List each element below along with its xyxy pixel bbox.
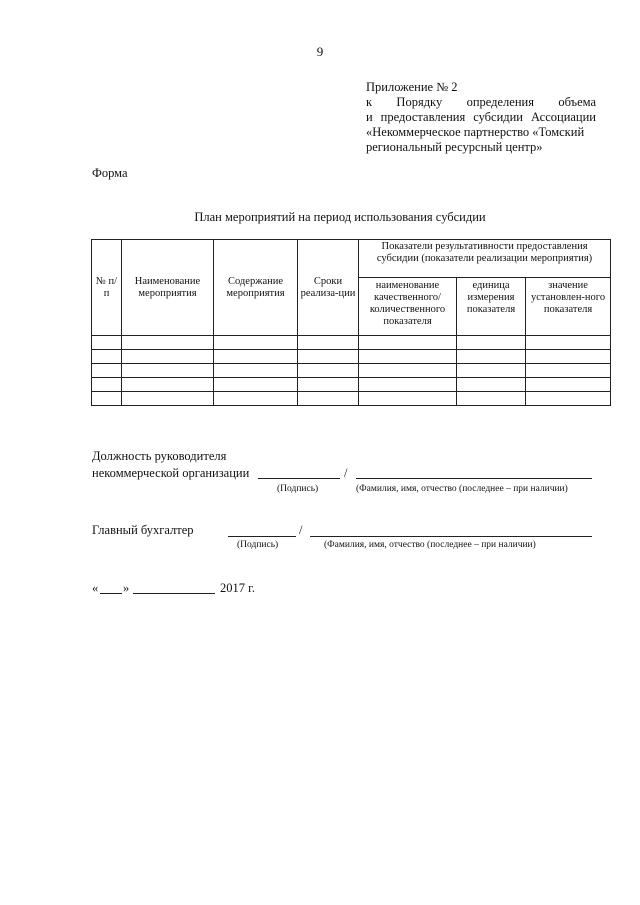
appendix-word: субсидии <box>473 110 523 124</box>
table-row <box>92 378 611 392</box>
appendix-word: и <box>366 110 373 124</box>
appendix-word: Ассоциации <box>530 110 596 124</box>
table-cell[interactable] <box>359 350 457 364</box>
header-indicator-value: значение установлен-ного показателя <box>526 278 611 336</box>
table-cell[interactable] <box>92 336 122 350</box>
accountant-signature-field[interactable] <box>228 525 296 537</box>
header-number: № п/п <box>92 240 122 336</box>
appendix-line-2 <box>366 95 596 110</box>
appendix-word: предоставления <box>380 110 466 124</box>
date-close-quote: » <box>123 581 130 595</box>
table-cell[interactable] <box>359 378 457 392</box>
appendix-word: к <box>366 95 373 109</box>
accountant-caption-name: (Фамилия, имя, отчество (последнее – при наличии) <box>324 540 536 550</box>
table-cell[interactable] <box>457 378 526 392</box>
table-cell[interactable] <box>526 364 611 378</box>
table-cell[interactable] <box>92 350 122 364</box>
date-open-quote: « <box>92 581 99 595</box>
header-indicator-unit: единица измерения показателя <box>457 278 526 336</box>
table-row <box>92 392 611 406</box>
date-day-field[interactable] <box>100 582 122 594</box>
appendix-line-3 <box>366 110 596 125</box>
header-indicators-group: Показатели результативности предоставления субсидии (показатели реализации мероприятия) <box>359 240 611 278</box>
table-cell[interactable] <box>359 336 457 350</box>
head-name-field[interactable] <box>356 467 592 479</box>
accountant-title: Главный бухгалтер <box>92 523 194 537</box>
table-cell[interactable] <box>214 336 298 350</box>
table-cell[interactable] <box>526 336 611 350</box>
accountant-name-field[interactable] <box>310 525 592 537</box>
table-cell[interactable] <box>122 378 214 392</box>
table-cell[interactable] <box>92 392 122 406</box>
table-cell[interactable] <box>92 364 122 378</box>
header-event-content: Содержание мероприятия <box>214 240 298 336</box>
appendix-line-4: «Некоммерческое партнерство «Томский <box>366 125 585 139</box>
table-cell[interactable] <box>457 336 526 350</box>
table-cell[interactable] <box>298 364 359 378</box>
appendix-reference <box>366 80 596 155</box>
appendix-word: Порядку <box>396 95 443 109</box>
table-cell[interactable] <box>457 350 526 364</box>
accountant-caption-sign: (Подпись) <box>237 540 279 550</box>
page-number: 9 <box>316 44 324 59</box>
header-indicator-name: наименование качественного/ количественного показателя <box>359 278 457 336</box>
table-cell[interactable] <box>92 378 122 392</box>
head-caption-name: (Фамилия, имя, отчество (последнее – при наличии) <box>356 484 568 494</box>
appendix-line-1: Приложение № 2 <box>366 80 458 94</box>
table-cell[interactable] <box>526 392 611 406</box>
table-cell[interactable] <box>359 392 457 406</box>
head-slash: / <box>344 466 348 480</box>
table-cell[interactable] <box>298 350 359 364</box>
header-event-name: Наименование мероприятия <box>122 240 214 336</box>
appendix-line-5: региональный ресурсный центр» <box>366 140 543 154</box>
table-cell[interactable] <box>122 350 214 364</box>
table-cell[interactable] <box>457 364 526 378</box>
table-row <box>92 364 611 378</box>
appendix-word: определения <box>466 95 534 109</box>
table-cell[interactable] <box>122 364 214 378</box>
appendix-word: объема <box>558 95 596 109</box>
table-cell[interactable] <box>214 350 298 364</box>
date-month-field[interactable] <box>133 582 215 594</box>
table-cell[interactable] <box>298 378 359 392</box>
table-cell[interactable] <box>214 364 298 378</box>
table-row <box>92 336 611 350</box>
date-year: 2017 г. <box>220 581 255 595</box>
table-cell[interactable] <box>526 350 611 364</box>
table-cell[interactable] <box>298 392 359 406</box>
table-row <box>92 350 611 364</box>
plan-title: План мероприятий на период использования субсидии <box>194 210 486 224</box>
table-cell[interactable] <box>526 378 611 392</box>
head-signature-field[interactable] <box>258 467 340 479</box>
table-cell[interactable] <box>214 392 298 406</box>
accountant-slash: / <box>299 523 303 537</box>
table-cell[interactable] <box>457 392 526 406</box>
head-caption-sign: (Подпись) <box>277 484 319 494</box>
plan-table <box>91 239 611 406</box>
form-label: Форма <box>92 166 128 180</box>
table-cell[interactable] <box>298 336 359 350</box>
head-title-line-2: некоммерческой организации <box>92 466 250 480</box>
header-dates: Сроки реализа-ции <box>298 240 359 336</box>
table-cell[interactable] <box>359 364 457 378</box>
table-cell[interactable] <box>122 392 214 406</box>
table-cell[interactable] <box>214 378 298 392</box>
table-cell[interactable] <box>122 336 214 350</box>
head-title-line-1: Должность руководителя <box>92 449 227 463</box>
